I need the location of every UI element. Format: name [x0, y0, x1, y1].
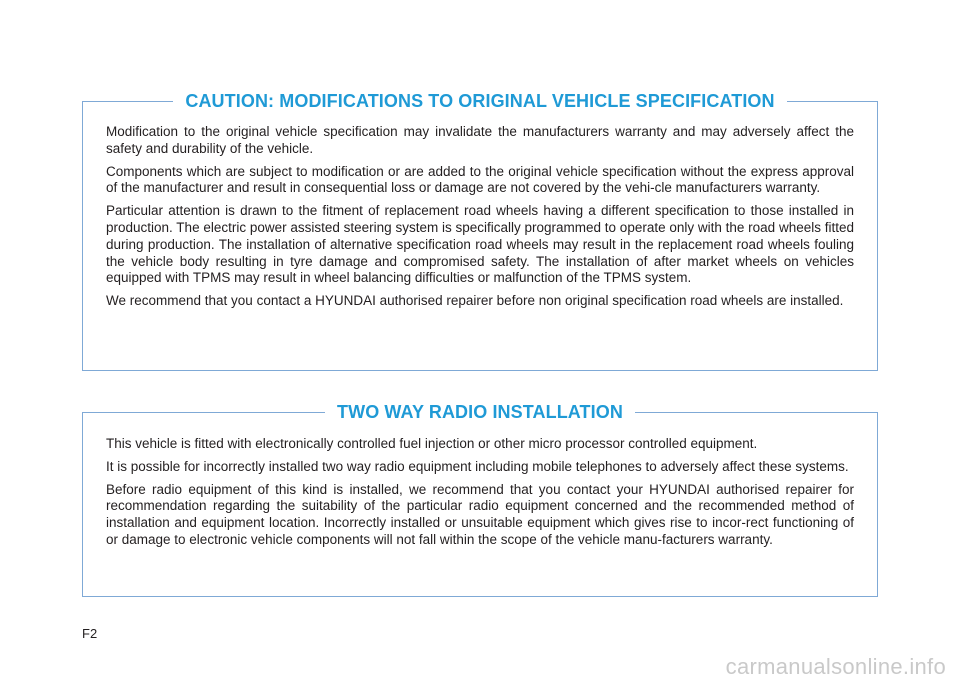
caution-paragraph-2: Components which are subject to modification or are added to the original vehicle specification without the express approval of the manufacturer and result in consequential loss or damage are not covered by the vehi-cle manufacturers warranty.: [106, 163, 854, 196]
radio-paragraph-3: Before radio equipment of this kind is installed, we recommend that you contact your HYUNDAI authorised repairer for recommendation regarding the suitability of the particular radio equipment concerned and the recommended method of installation and equipment location. Incorrectly installed or unsuitable equipment which gives rise to incor-rect functioning of or damage to electronic vehicle components will not fall within the scope of the vehicle manu-facturers warranty.: [106, 481, 854, 547]
caution-paragraph-3: Particular attention is drawn to the fitment of replacement road wheels having a different specification to those installed in production. The electric power assisted steering system is specifically programmed to operate only with the road wheels fitted during production. The installation of alternative specification road wheels may result in the replacement road wheels fouling the vehicle body resulting in tyre damage and compromised safety. The installation of after market wheels on vehicles equipped with TPMS may result in wheel balancing difficulties or malfunction of the TPMS system.: [106, 203, 854, 286]
caution-title-wrap: [83, 90, 877, 114]
page-number: F2: [82, 626, 98, 641]
radio-paragraph-1: This vehicle is fitted with electronically controlled fuel injection or other micro processor controlled equipment.: [106, 436, 758, 451]
radio-paragraph-2: It is possible for incorrectly installed two way radio equipment including mobile telephones to adversely affect these systems.: [106, 458, 849, 474]
radio-body: [106, 436, 854, 555]
caution-section: [82, 91, 878, 371]
caution-paragraph-4: We recommend that you contact a HYUNDAI authorised repairer before non original specification road wheels are installed.: [106, 293, 844, 309]
caution-title: CAUTION: MODIFICATIONS TO ORIGINAL VEHICLE SPECIFICATION: [173, 90, 786, 112]
radio-section: [82, 402, 878, 597]
radio-title-wrap: [83, 401, 877, 425]
caution-paragraph-1: Modification to the original vehicle specification may invalidate the manufacturers warranty and may adversely affect the safety and durability of the vehicle.: [106, 124, 854, 156]
watermark: carmanualsonline.info: [725, 654, 946, 679]
caution-body: [106, 124, 854, 316]
radio-title: TWO WAY RADIO INSTALLATION: [325, 401, 635, 423]
